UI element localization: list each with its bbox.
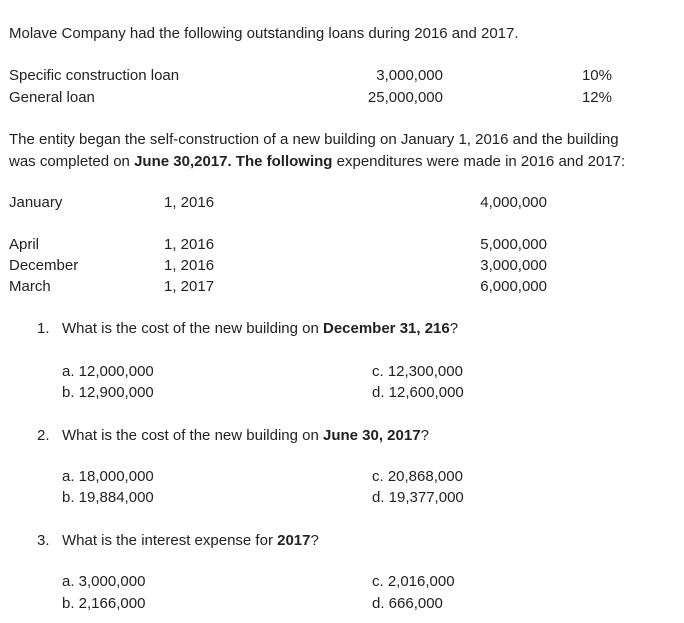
question-plain: What is the cost of the new building on	[62, 427, 323, 444]
expenditure-amount: 6,000,000	[480, 278, 547, 295]
choice-b: b. 12,900,000	[62, 384, 154, 401]
question-end: ?	[420, 427, 429, 444]
expenditure-date: 1, 2016	[164, 236, 215, 253]
question-text	[62, 427, 429, 445]
question-number: 3.	[37, 532, 50, 549]
loan-rate: 12%	[581, 89, 612, 106]
intro-text: Molave Company had the following outstanding loans during 2016 and 2017.	[9, 25, 519, 42]
expenditure-month: December	[9, 257, 79, 274]
paragraph-line-2	[9, 153, 625, 171]
choice-a: a. 3,000,000	[62, 573, 146, 590]
expenditure-amount: 4,000,000	[480, 194, 547, 211]
question-number: 1.	[37, 320, 50, 337]
question-text	[62, 320, 458, 338]
question-bold: 2017	[277, 532, 311, 549]
choice-b: b. 19,884,000	[62, 489, 154, 506]
loan-name: General loan	[9, 89, 95, 106]
question-text	[62, 532, 319, 550]
expenditure-month: April	[9, 236, 40, 253]
question-plain: What is the interest expense for	[62, 532, 278, 549]
expenditure-month: January	[9, 194, 63, 211]
paragraph-bold-text: June 30,2017. The following	[134, 153, 333, 170]
paragraph-text: expenditures were made in 2016 and 2017:	[332, 153, 626, 170]
choice-d: d. 19,377,000	[372, 489, 464, 506]
question-number: 2.	[37, 427, 50, 444]
question-bold: December 31, 216	[322, 320, 450, 337]
loan-rate: 10%	[581, 67, 612, 84]
expenditure-date: 1, 2016	[164, 194, 215, 211]
paragraph-text: was completed on	[9, 153, 135, 170]
choice-b: b. 2,166,000	[62, 595, 146, 612]
loan-name: Specific construction loan	[9, 67, 180, 84]
expenditure-date: 1, 2016	[164, 257, 215, 274]
expenditure-date: 1, 2017	[164, 278, 215, 295]
question-bold: June 30, 2017	[322, 427, 421, 444]
question-plain: What is the cost of the new building on	[62, 320, 323, 337]
loan-amount: 25,000,000	[367, 89, 443, 106]
choice-a: a. 12,000,000	[62, 363, 154, 380]
choice-a: a. 18,000,000	[62, 468, 154, 485]
question-end: ?	[310, 532, 319, 549]
expenditure-amount: 5,000,000	[480, 236, 547, 253]
expenditure-amount: 3,000,000	[480, 257, 547, 274]
choice-c: c. 2,016,000	[372, 573, 455, 590]
question-end: ?	[449, 320, 459, 337]
choice-d: d. 12,600,000	[372, 384, 464, 401]
choice-c: c. 20,868,000	[372, 468, 463, 485]
choice-d: d. 666,000	[372, 595, 443, 612]
choice-c: c. 12,300,000	[372, 363, 463, 380]
loan-amount: 3,000,000	[376, 67, 443, 84]
paragraph-line-1: The entity began the self-construction of a new building on January 1, 2016 and the building	[9, 131, 619, 148]
expenditure-month: March	[9, 278, 51, 295]
